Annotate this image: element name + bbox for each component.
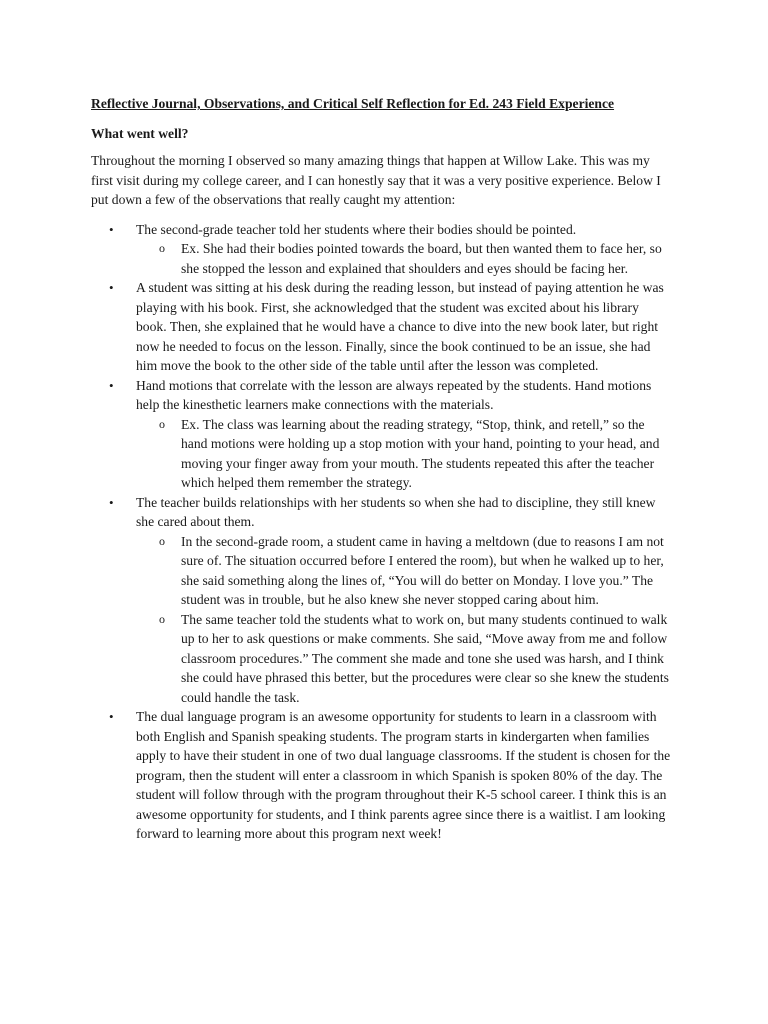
list-item (91, 376, 671, 493)
bullet-icon: • (109, 280, 114, 295)
document-title: Reflective Journal, Observations, and Critical Self Reflection for Ed. 243 Field Experience (91, 96, 615, 111)
sub-bullet-icon: o (159, 533, 165, 548)
section-heading: What went well? (91, 125, 189, 141)
list-item-text: The dual language program is an awesome opportunity for students to learn in a classroom with both English and Spanish speaking students. The program starts in kindergarten when families apply to have their student in one of two dual language classrooms. If the student is chosen for the program, then the student will enter a classroom in which Spanish is spoken 80% of the day. The student will follow through with the program throughout their K-5 school career. I think this is an awesome opportunity for students, and I think parents agree since there is a waitlist. I am looking forward to learning more about this program next week! (136, 709, 671, 841)
bullet-icon: • (109, 709, 114, 724)
sub-list-item-text: The same teacher told the students what to work on, but many students continued to walk up to her to ask questions or make comments. She said, “Move away from me and follow classroom procedures.” The comment she made and tone she used was harsh, and I think she could have phrased this better, but the procedures were clear so she knew the students could handle the task. (181, 611, 669, 705)
list-item (91, 220, 671, 279)
sub-list (136, 532, 671, 708)
sub-list-item-text: Ex. The class was learning about the reading strategy, “Stop, think, and retell,” so the hand motions were holding up a stop motion with your hand, pointing to your head, and moving your finger away from your mouth. The students repeated this after the teacher which helped them remember the strategy. (181, 416, 660, 490)
list-item (91, 707, 671, 844)
sub-list-item-text: In the second-grade room, a student came in having a meltdown (due to reasons I am not sure of. The situation occurred before I entered the room), but when he walked up to her, she said something along the lines of, “You will do better on Monday. I love you.” The student was in trouble, but he also knew she never stopped caring about him. (181, 533, 664, 607)
sub-bullet-icon: o (159, 416, 165, 431)
bullet-icon: • (109, 494, 114, 510)
sub-bullet-icon: o (159, 241, 165, 255)
list-item-text: A student was sitting at his desk during the reading lesson, but instead of paying attention he was playing with his book. First, she acknowledged that the student was excited about his library book. Then, she explained that he would have a chance to dive into the new book later, but right now he needed to focus on the lesson. Finally, since the book continued to be an issue, she had him move the book to the other side of the table until after the lesson was completed. (136, 280, 664, 373)
sub-list (136, 415, 671, 493)
sub-list-item-text: Ex. She had their bodies pointed towards the board, but then wanted them to face her, so she stopped the lesson and explained that shoulders and eyes should be facing her. (181, 241, 662, 276)
sub-list-item (136, 239, 671, 278)
observation-list (91, 220, 671, 844)
bullet-icon: • (109, 221, 114, 237)
sub-list-item (136, 532, 671, 610)
sub-list-item (136, 415, 671, 493)
list-item-text: The second-grade teacher told her students where their bodies should be pointed. (136, 221, 577, 237)
sub-list (136, 239, 671, 278)
list-item-text: Hand motions that correlate with the lesson are always repeated by the students. Hand motions help the kinesthetic learners make connections with the materials. (136, 377, 652, 412)
list-item (91, 278, 671, 376)
list-item-text: The teacher builds relationships with her students so when she had to discipline, they still knew she cared about them. (136, 494, 656, 529)
list-item (91, 493, 671, 708)
document-page (91, 94, 671, 844)
sub-bullet-icon: o (159, 611, 165, 626)
sub-list-item (136, 610, 671, 708)
bullet-icon: • (109, 377, 114, 393)
intro-paragraph: Throughout the morning I observed so many amazing things that happen at Willow Lake. This was my first visit during my college career, and I can honestly say that it was a very positive experience. Below I put down a few of the observations that really caught my attention: (91, 153, 661, 207)
